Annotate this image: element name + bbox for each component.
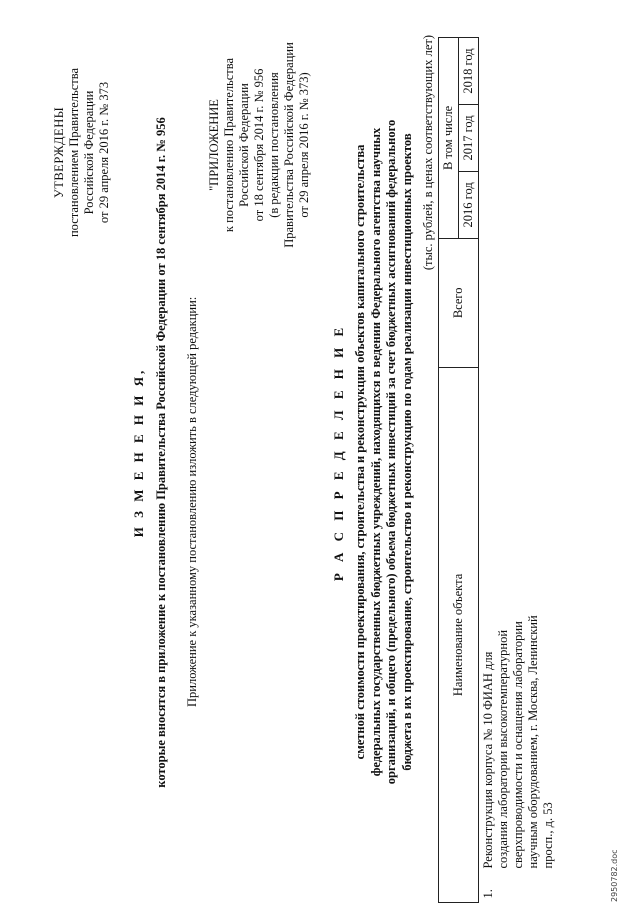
appendix-line: от 18 сентября 2014 г. № 956 — [252, 68, 266, 222]
row-name-line: просп., д. 53 — [541, 802, 555, 869]
column-header-year: 2016 год — [459, 171, 479, 238]
distribution-table — [438, 37, 558, 903]
distribution-line: организаций, и общего (предельного) объема бюджетных инвестиций за счет бюджетных ассигнований федерального — [384, 119, 398, 785]
row-year-value — [479, 38, 559, 105]
row-name-line: создания лаборатории высокотемпературной — [496, 629, 510, 869]
distribution-line: бюджета в их проектирование, строительство и реконструкцию по годам реализации инвестиционных проектов — [399, 133, 414, 771]
column-header-group: В том числе — [439, 38, 459, 239]
appendix-line: "ПРИЛОЖЕНИЕ — [207, 99, 221, 191]
approval-heading: УТВЕРЖДЕНЫ — [52, 106, 66, 199]
appendix-line: Российской Федерации — [237, 83, 251, 207]
column-header-year: 2018 год — [459, 38, 479, 105]
column-header-name: Наименование объекта — [439, 367, 479, 902]
distribution-title: Р А С П Р Е Д Е Л Е Н И Е — [331, 323, 346, 582]
intro-text: Приложение к указанному постановлению изложить в следующей редакции: — [185, 296, 199, 707]
appendix-block — [207, 0, 312, 305]
row-name-line: сверхпроводимости и оснащения лаборатории — [511, 621, 525, 869]
row-name-line: Реконструкция корпуса № 10 ФИАН для — [481, 651, 495, 869]
approval-block — [52, 10, 112, 295]
row-name-line: научным оборудованием, г. Москва, Ленинский — [526, 615, 540, 869]
row-object-name — [479, 367, 559, 872]
appendix-line: от 29 апреля 2016 г. № 373) — [297, 72, 311, 218]
table-row — [479, 38, 559, 903]
approval-line: Российской Федерации — [82, 90, 96, 215]
units-note: (тыс. рублей, в ценах соответствующих лет) — [421, 35, 435, 271]
row-year-value — [479, 171, 559, 238]
distribution-line: сметной стоимости проектирования, строительства и реконструкции объектов капитального строительства — [353, 144, 367, 760]
changes-title: И З М Е Н Е Н И Я, — [131, 367, 146, 538]
column-header-year: 2017 год — [459, 104, 479, 171]
appendix-line: Правительства Российской Федерации — [282, 42, 296, 248]
row-total — [479, 238, 559, 367]
distribution-description — [353, 17, 415, 887]
distribution-line: федеральных государственных бюджетных учреждений, находящихся в ведении Федерального агентства научных — [368, 127, 383, 777]
column-header-total: Всего — [439, 238, 479, 367]
approval-line: от 29 апреля 2016 г. № 373 — [97, 81, 111, 224]
row-year-value — [479, 104, 559, 171]
approval-line: постановлением Правительства — [67, 67, 81, 238]
appendix-line: к постановлению Правительства — [222, 57, 236, 233]
file-reference: 2950782.doc — [610, 849, 619, 902]
appendix-line: (в редакции постановления — [267, 72, 281, 218]
changes-subtitle: которые вносятся в приложение к постановлению Правительства Российской Федерации от 18 сентября 2014 г. № 956 — [154, 117, 168, 788]
row-number: 1. — [481, 889, 495, 899]
